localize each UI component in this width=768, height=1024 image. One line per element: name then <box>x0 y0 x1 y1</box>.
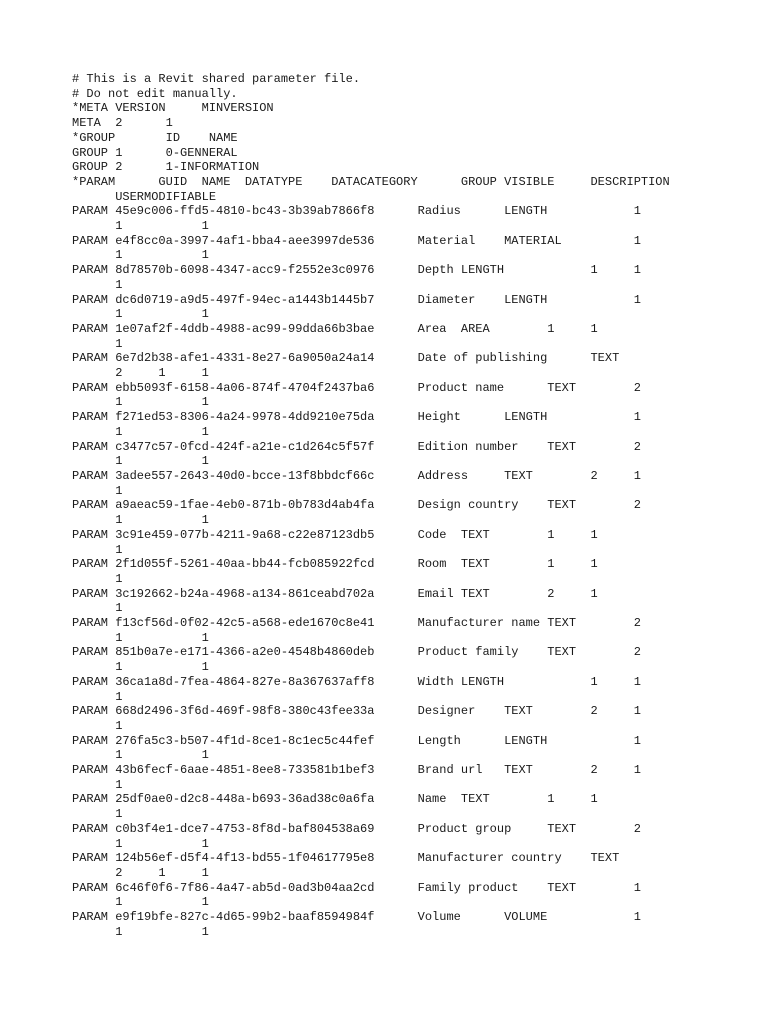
param-row <box>72 704 752 733</box>
param-row <box>72 469 752 498</box>
param-row <box>72 498 752 527</box>
file-header <box>72 72 752 204</box>
param-row <box>72 381 752 410</box>
param-row <box>72 263 752 292</box>
param-line-continuation: 2 1 1 <box>72 865 209 880</box>
param-line: PARAM 276fa5c3-b507-4f1d-8ce1-8c1ec5c44fef Length LENGTH 1 <box>72 733 641 748</box>
meta-header-line: *META VERSION MINVERSION <box>72 101 274 116</box>
param-line: PARAM dc6d0719-a9d5-497f-94ec-a1443b1445b7 Diameter LENGTH 1 <box>72 292 641 307</box>
param-line: PARAM 851b0a7e-e171-4366-a2e0-4548b4860deb Product family TEXT 2 <box>72 645 641 660</box>
param-row <box>72 587 752 616</box>
param-line-continuation: 1 <box>72 483 123 498</box>
param-row <box>72 204 752 233</box>
param-line: PARAM 3c192662-b24a-4968-a134-861ceabd702a Email TEXT 2 1 <box>72 586 598 601</box>
param-line-continuation: 1 1 <box>72 219 209 234</box>
param-line: PARAM 3c91e459-077b-4211-9a68-c22e87123db5 Code TEXT 1 1 <box>72 527 598 542</box>
param-row <box>72 410 752 439</box>
param-line: PARAM 6e7d2b38-afe1-4331-8e27-6a9050a24a14 Date of publishing TEXT <box>72 351 620 366</box>
param-row <box>72 822 752 851</box>
group-line: GROUP 1 0-GENNERAL <box>72 145 238 160</box>
param-header-continuation: USERMODIFIABLE <box>72 189 217 204</box>
param-row <box>72 293 752 322</box>
param-line: PARAM c0b3f4e1-dce7-4753-8f8d-baf804538a69 Product group TEXT 2 <box>72 821 641 836</box>
param-line: PARAM 6c46f0f6-7f86-4a47-ab5d-0ad3b04aa2cd Family product TEXT 1 <box>72 880 641 895</box>
param-row <box>72 616 752 645</box>
param-line-continuation: 1 <box>72 777 123 792</box>
param-row <box>72 910 752 939</box>
param-row <box>72 234 752 263</box>
param-line-continuation: 1 1 <box>72 248 209 263</box>
param-line: PARAM 2f1d055f-5261-40aa-bb44-fcb085922fcd Room TEXT 1 1 <box>72 557 598 572</box>
group-line: GROUP 2 1-INFORMATION <box>72 160 260 175</box>
comment-line: # This is a Revit shared parameter file. <box>72 72 361 86</box>
param-line: PARAM 668d2496-3f6d-469f-98f8-380c43fee33a Designer TEXT 2 1 <box>72 704 641 719</box>
param-line-continuation: 1 1 <box>72 513 209 528</box>
param-list <box>72 204 752 939</box>
param-header-line: *PARAM GUID NAME DATATYPE DATACATEGORY GROUP VISIBLE DESCRIPTION <box>72 174 670 189</box>
param-line-continuation: 1 1 <box>72 454 209 469</box>
meta-line: META 2 1 <box>72 116 173 131</box>
param-line: PARAM 36ca1a8d-7fea-4864-827e-8a367637aff8 Width LENGTH 1 1 <box>72 674 641 689</box>
param-line: PARAM e4f8cc0a-3997-4af1-bba4-aee3997de536 Material MATERIAL 1 <box>72 233 641 248</box>
param-line: PARAM 45e9c006-ffd5-4810-bc43-3b39ab7866f8 Radius LENGTH 1 <box>72 204 641 219</box>
param-row <box>72 322 752 351</box>
param-line-continuation: 1 1 <box>72 307 209 322</box>
param-line-continuation: 1 <box>72 571 123 586</box>
param-line: PARAM f13cf56d-0f02-42c5-a568-ede1670c8e41 Manufacturer name TEXT 2 <box>72 616 641 631</box>
param-row <box>72 734 752 763</box>
param-line-continuation: 1 1 <box>72 895 209 910</box>
param-line-continuation: 1 <box>72 689 123 704</box>
param-line: PARAM c3477c57-0fcd-424f-a21e-c1d264c5f57f Edition number TEXT 2 <box>72 439 641 454</box>
comment-line: # Do not edit manually. <box>72 86 238 101</box>
param-line-continuation: 1 1 <box>72 630 209 645</box>
param-row <box>72 351 752 380</box>
param-line-continuation: 2 1 1 <box>72 366 209 381</box>
param-line-continuation: 1 1 <box>72 660 209 675</box>
param-row <box>72 675 752 704</box>
param-line: PARAM e9f19bfe-827c-4d65-99b2-baaf8594984f Volume VOLUME 1 <box>72 910 641 925</box>
param-row <box>72 851 752 880</box>
param-line-continuation: 1 1 <box>72 748 209 763</box>
param-line-continuation: 1 1 <box>72 836 209 851</box>
param-row <box>72 440 752 469</box>
param-row <box>72 645 752 674</box>
param-line-continuation: 1 1 <box>72 424 209 439</box>
param-line: PARAM 8d78570b-6098-4347-acc9-f2552e3c0976 Depth LENGTH 1 1 <box>72 263 641 278</box>
param-line: PARAM 25df0ae0-d2c8-448a-b693-36ad38c0a6fa Name TEXT 1 1 <box>72 792 598 807</box>
param-line: PARAM ebb5093f-6158-4a06-874f-4704f2437ba6 Product name TEXT 2 <box>72 380 641 395</box>
param-line-continuation: 1 <box>72 601 123 616</box>
shared-parameter-file <box>72 72 752 939</box>
group-header-line: *GROUP ID NAME <box>72 130 238 145</box>
param-line: PARAM 43b6fecf-6aae-4851-8ee8-733581b1bef3 Brand url TEXT 2 1 <box>72 763 641 778</box>
param-row <box>72 763 752 792</box>
param-line: PARAM 3adee557-2643-40d0-bcce-13f8bbdcf66c Address TEXT 2 1 <box>72 468 641 483</box>
param-line: PARAM a9aeac59-1fae-4eb0-871b-0b783d4ab4fa Design country TEXT 2 <box>72 498 641 513</box>
param-row <box>72 528 752 557</box>
param-line-continuation: 1 <box>72 336 123 351</box>
param-line-continuation: 1 <box>72 277 123 292</box>
param-line-continuation: 1 <box>72 542 123 557</box>
param-line: PARAM f271ed53-8306-4a24-9978-4dd9210e75da Height LENGTH 1 <box>72 410 641 425</box>
param-line-continuation: 1 <box>72 718 123 733</box>
param-line: PARAM 1e07af2f-4ddb-4988-ac99-99dda66b3bae Area AREA 1 1 <box>72 321 598 336</box>
param-line-continuation: 1 <box>72 807 123 822</box>
param-line-continuation: 1 1 <box>72 924 209 939</box>
param-row <box>72 881 752 910</box>
param-row <box>72 792 752 821</box>
param-line-continuation: 1 1 <box>72 395 209 410</box>
param-row <box>72 557 752 586</box>
param-line: PARAM 124b56ef-d5f4-4f13-bd55-1f04617795e8 Manufacturer country TEXT <box>72 851 620 866</box>
